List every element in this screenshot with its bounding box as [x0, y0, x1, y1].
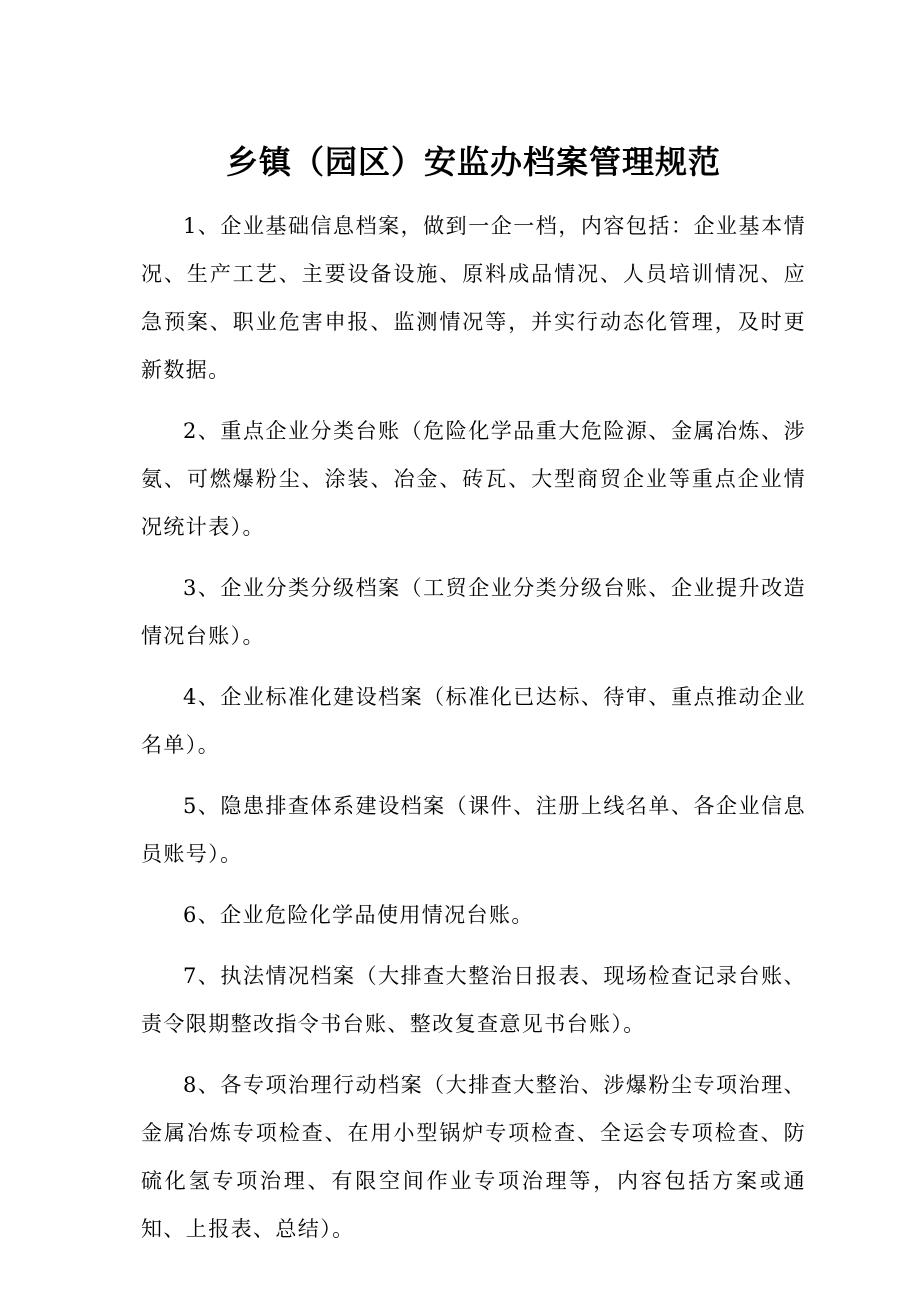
paragraph-1: 1、企业基础信息档案，做到一企一档，内容包括：企业基本情况、生产工艺、主要设备设施、原料成品情况、人员培训情况、应急预案、职业危害申报、监测情况等，并实行动态化管理，及时更新数据。	[141, 214, 806, 382]
paragraph-7: 7、执法情况档案（大排查大整治日报表、现场检查记录台账、责令限期整改指令书台账、整改复查意见书台账）。	[141, 964, 806, 1036]
paragraph-2: 2、重点企业分类台账（危险化学品重大危险源、金属冶炼、涉氨、可燃爆粉尘、涂装、冶金、砖瓦、大型商贸企业等重点企业情况统计表）。	[141, 419, 806, 539]
document-title: 乡镇（园区）安监办档案管理规范	[225, 143, 721, 181]
paragraph-6: 6、企业危险化学品使用情况台账。	[183, 903, 534, 927]
paragraph-4: 4、企业标准化建设档案（标准化已达标、待审、重点推动企业名单）。	[141, 685, 806, 757]
document-body	[141, 202, 806, 1253]
paragraph-5: 5、隐患排查体系建设档案（课件、注册上线名单、各企业信息员账号）。	[141, 794, 806, 866]
paragraph-8: 8、各专项治理行动档案（大排查大整治、涉爆粉尘专项治理、金属冶炼专项检查、在用小型锅炉专项检查、全运会专项检查、防硫化氢专项治理、有限空间作业专项治理等，内容包括方案或通知、上报表、总结）。	[141, 1073, 806, 1241]
paragraph-3: 3、企业分类分级档案（工贸企业分类分级台账、企业提升改造情况台账）。	[141, 576, 806, 648]
